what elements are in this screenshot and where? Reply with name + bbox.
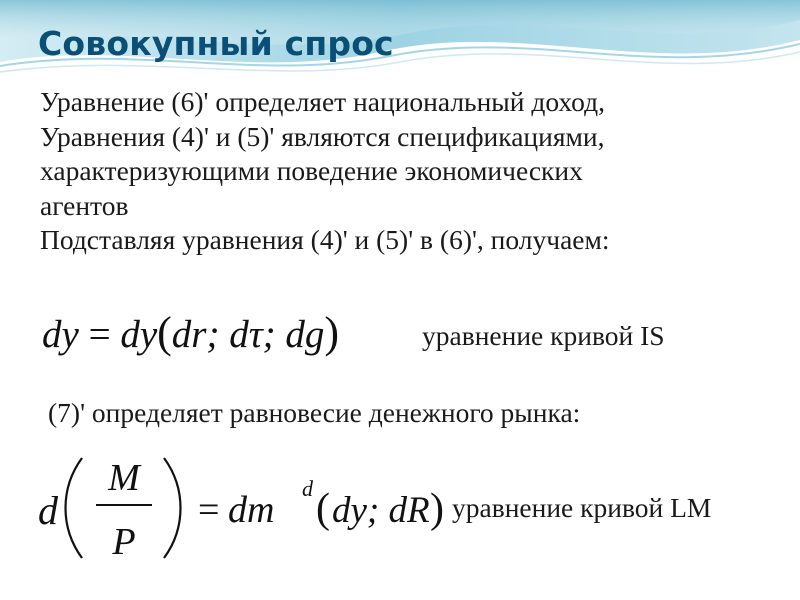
is-curve-formula: [42, 307, 339, 358]
is-open-paren: (: [157, 308, 172, 357]
paragraph-line: агентов: [40, 189, 129, 221]
is-func: dy: [120, 313, 158, 356]
lm-right-paren: [164, 458, 181, 558]
lm-close-paren: ): [430, 486, 444, 532]
lm-numerator: M: [108, 457, 140, 499]
slide-title: Совокупный спрос: [38, 24, 394, 63]
lm-curve-formula: [30, 448, 450, 568]
lm-superscript: d: [302, 476, 313, 501]
is-args: dr; dτ; dg: [171, 313, 325, 356]
lm-open-paren: (: [316, 486, 330, 532]
is-curve-caption: уравнение кривой IS: [422, 320, 665, 351]
paragraph-line: Уравнение (6)' определяет национальный доход,: [40, 86, 605, 117]
is-close-paren: ): [324, 308, 340, 357]
paragraph-line: характеризующими поведение экономических: [40, 155, 583, 186]
lm-denominator: P: [112, 521, 136, 563]
lm-args: dy; dR: [332, 490, 430, 531]
paragraph-line: Подставляя уравнения (4)' и (5)' в (6)', получаем:: [40, 224, 610, 255]
lm-note: (7)' определяет равновесие денежного рынка:: [48, 397, 581, 428]
is-equals: =: [88, 313, 111, 356]
paragraph-line: Уравнения (4)' и (5)' являются спецификациями,: [40, 120, 605, 152]
lm-rhs: dm: [228, 489, 275, 531]
intro-paragraph: [40, 85, 790, 258]
lm-equals: =: [198, 489, 220, 531]
lm-d: d: [38, 488, 58, 533]
lm-left-paren: [66, 458, 83, 558]
is-lhs: dy: [42, 313, 79, 356]
lm-curve-caption: уравнение кривой LM: [452, 492, 712, 523]
